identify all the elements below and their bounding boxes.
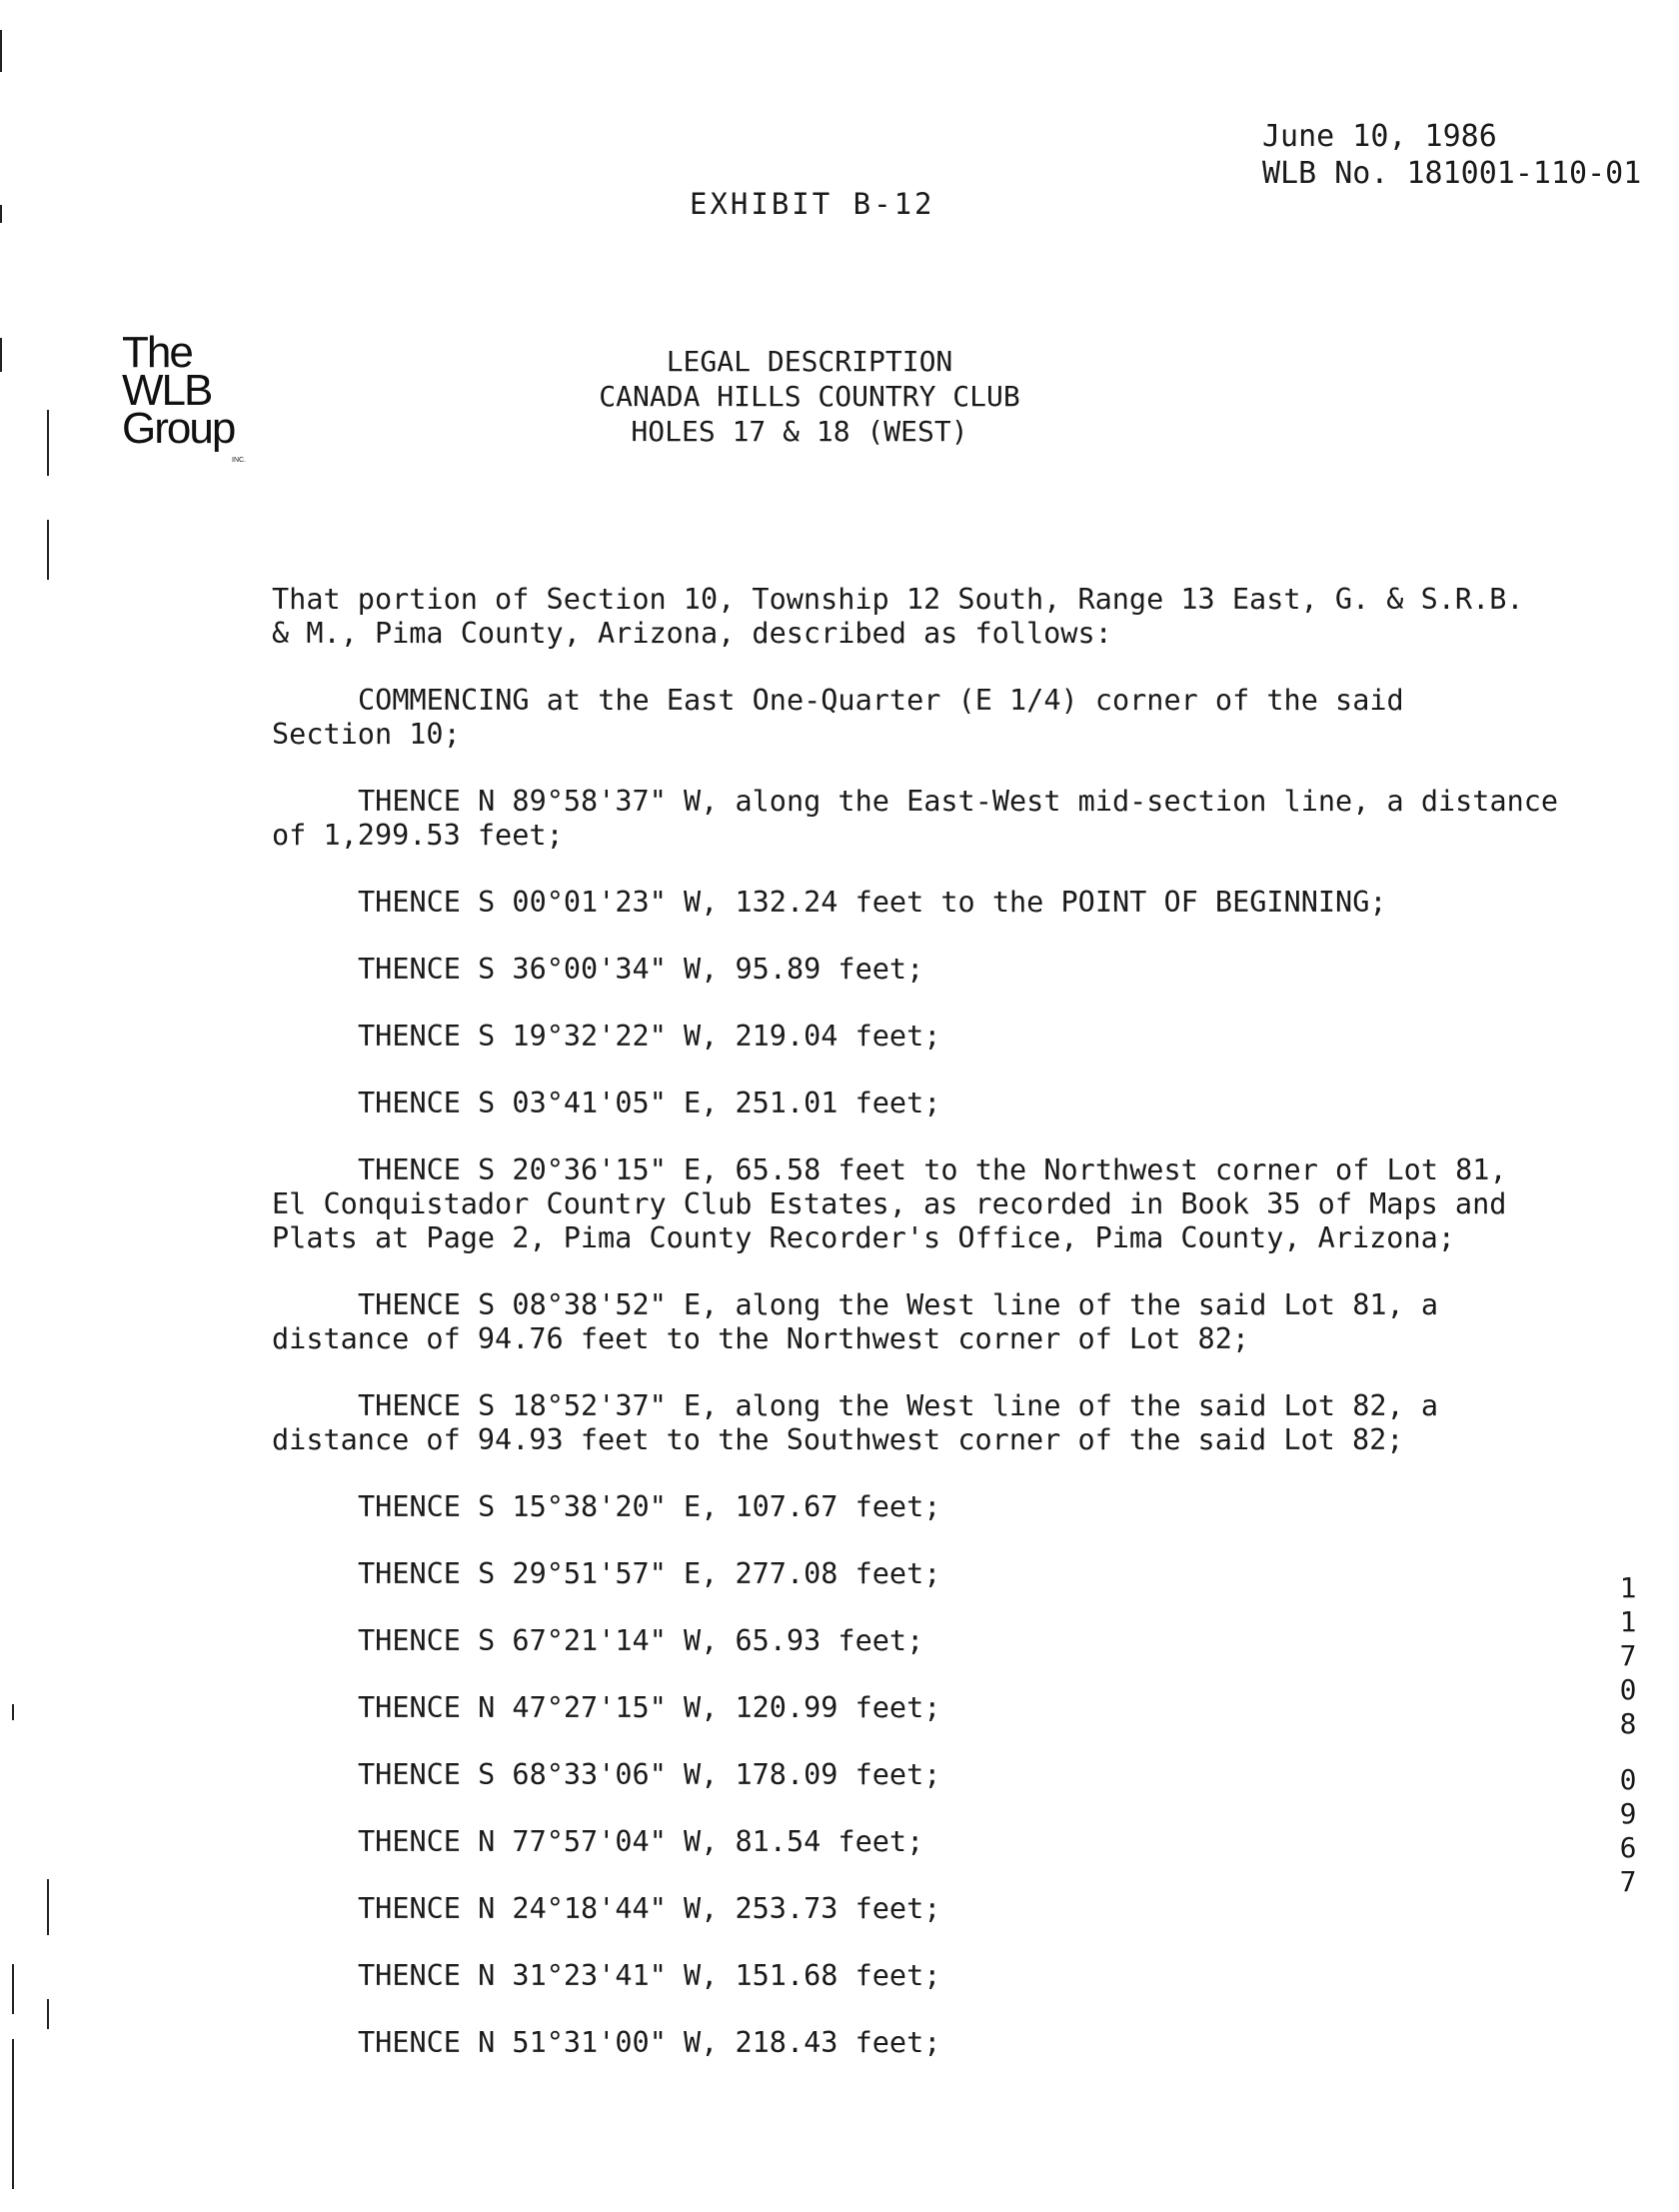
scan-artifact — [0, 205, 2, 223]
header-date-block — [1262, 118, 1641, 192]
legal-description-body — [272, 583, 1571, 2093]
margin-digit: 1 — [1619, 1571, 1637, 1604]
course-paragraph: THENCE S 36°00'34" W, 95.89 feet; — [358, 953, 924, 986]
margin-recording-number — [1613, 1571, 1643, 1899]
margin-digit: 6 — [1619, 1831, 1637, 1864]
scan-artifact — [0, 338, 2, 372]
logo-suffix: INC. — [232, 457, 246, 464]
margin-digit: 8 — [1619, 1707, 1637, 1740]
course-paragraph: THENCE N 47°27'15" W, 120.99 feet; — [358, 1691, 941, 1724]
scan-artifact — [12, 2039, 14, 2189]
intro-paragraph: That portion of Section 10, Township 12 South, Range 13 East, G. & S.R.B. & M., Pima County, Arizona, described as follows: — [272, 583, 1524, 650]
logo-line-the: The — [122, 328, 192, 377]
course-paragraph: THENCE N 89°58'37" W, along the East-West mid-section line, a distance of 1,299.53 feet; — [272, 785, 1559, 852]
scan-artifact — [47, 1879, 49, 1935]
scan-artifact — [47, 520, 49, 580]
scan-artifact — [47, 1999, 49, 2029]
title-line-1: LEGAL DESCRIPTION — [666, 345, 953, 378]
course-paragraph: THENCE S 03°41'05" E, 251.01 feet; — [358, 1087, 941, 1119]
scan-artifact — [12, 1704, 14, 1720]
course-paragraph: THENCE N 77°57'04" W, 81.54 feet; — [358, 1825, 924, 1858]
document-date: June 10, 1986 — [1262, 119, 1497, 154]
logo-line-group: Group — [122, 404, 235, 453]
course-paragraph: THENCE N 24°18'44" W, 253.73 feet; — [358, 1892, 941, 1925]
scan-artifact — [0, 30, 2, 72]
exhibit-label: EXHIBIT B-12 — [690, 187, 935, 221]
course-paragraph: THENCE N 51°31'00" W, 218.43 feet; — [358, 2026, 941, 2059]
course-paragraph: THENCE S 67°21'14" W, 65.93 feet; — [358, 1624, 924, 1657]
course-paragraph: THENCE S 19°32'22" W, 219.04 feet; — [358, 1020, 941, 1053]
document-title — [0, 344, 1679, 453]
course-paragraph: THENCE S 00°01'23" W, 132.24 feet to the POINT OF BEGINNING; — [358, 886, 1387, 919]
margin-digit: 1 — [1619, 1605, 1637, 1638]
course-paragraph: THENCE N 31°23'41" W, 151.68 feet; — [358, 1959, 941, 1992]
course-paragraph: THENCE S 15°38'20" E, 107.67 feet; — [358, 1490, 941, 1523]
margin-digit: 0 — [1619, 1763, 1637, 1796]
margin-digit: 0 — [1619, 1673, 1637, 1706]
course-paragraph: THENCE S 08°38'52" E, along the West line of the said Lot 81, a distance of 94.76 feet to the Northwest corner of Lot 82; — [272, 1288, 1438, 1355]
course-paragraph: THENCE S 20°36'15" E, 65.58 feet to the Northwest corner of Lot 81, El Conquistador Country Club Estates, as recorded in Book 35 of Maps and Plats at Page 2, Pima County Recorder's Office, Pima County, Arizona; — [272, 1153, 1507, 1254]
course-paragraph: THENCE S 68°33'06" W, 178.09 feet; — [358, 1758, 941, 1791]
margin-digit: 7 — [1619, 1865, 1637, 1898]
margin-digit: 7 — [1619, 1639, 1637, 1672]
scan-artifact — [47, 410, 49, 476]
title-line-2: CANADA HILLS COUNTRY CLUB — [599, 380, 1020, 413]
course-paragraph: THENCE S 29°51'57" E, 277.08 feet; — [358, 1557, 941, 1590]
course-paragraph: COMMENCING at the East One-Quarter (E 1/4) corner of the said Section 10; — [272, 684, 1404, 751]
title-line-3: HOLES 17 & 18 (WEST) — [631, 415, 968, 448]
wlb-number: WLB No. 181001-110-01 — [1262, 156, 1642, 191]
logo-line-wlb: WLB — [122, 366, 212, 415]
margin-digit: 9 — [1619, 1797, 1637, 1830]
course-paragraph: THENCE S 18°52'37" E, along the West line of the said Lot 82, a distance of 94.93 feet to the Southwest corner of the said Lot 82; — [272, 1389, 1438, 1456]
scan-artifact — [12, 1964, 14, 2014]
